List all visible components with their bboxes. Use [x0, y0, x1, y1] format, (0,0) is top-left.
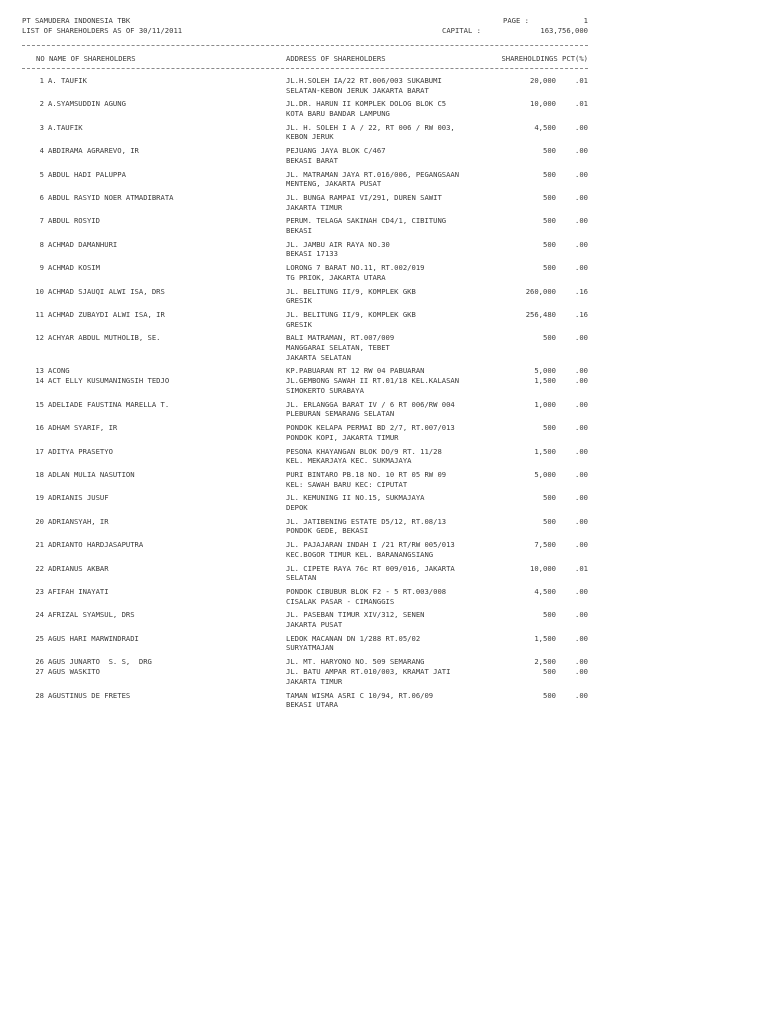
shareholding-percent: .00	[575, 239, 588, 249]
shareholder-number: 1	[39, 76, 44, 85]
shareholder-number: 17	[35, 446, 44, 456]
list-title: LIST OF SHAREHOLDERS AS OF 30/11/2011	[22, 25, 183, 35]
shareholder-number: 18	[35, 470, 44, 479]
shareholding-amount: 4,500	[534, 587, 556, 596]
shareholder-name: ADHAM SYARIF, IR	[48, 423, 118, 433]
address-line: JL. JATIBENING ESTATE D5/12, RT.08/13	[286, 516, 447, 526]
address-line: CISALAK PASAR - CIMANGGIS	[286, 596, 395, 606]
shareholder-name: ADELIADE FAUSTINA MARELLA T.	[48, 399, 170, 409]
address-line: JL. H. SOLEH I A / 22, RT 006 / RW 003,	[286, 122, 455, 132]
shareholding-amount: 500	[543, 263, 556, 273]
shareholder-name: ADITYA PRASETYO	[48, 446, 113, 456]
company-name: PT SAMUDERA INDONESIA TBK	[22, 16, 131, 25]
address-line: PONDOK CIBUBUR BLOK F2 - 5 RT.003/008	[286, 587, 447, 596]
address-line: JL. PAJAJARAN INDAH I /21 RT/RW 005/013	[286, 540, 455, 550]
shareholder-name: ADRIANTO HARDJASAPUTRA	[48, 540, 144, 550]
address-line: KOTA BARU BANDAR LAMPUNG	[286, 108, 390, 118]
address-line: JAKARTA TIMUR	[286, 202, 343, 212]
shareholding-percent: .00	[575, 540, 588, 550]
address-line: MANGGARAI SELATAN, TEBET	[286, 342, 390, 352]
address-line: JL. KEMUNING II NO.15, SUKMAJAYA	[286, 493, 425, 503]
address-line: JL. BATU AMPAR RT.010/003, KRAMAT JATI	[286, 667, 451, 677]
column-rule	[22, 68, 588, 69]
address-line: PURI BINTARO PB.18 NO. 10 RT 05 RW 09	[286, 470, 447, 479]
shareholding-percent: .00	[575, 516, 588, 526]
shareholder-number: 4	[39, 146, 44, 156]
shareholding-amount: 500	[543, 516, 556, 526]
shareholder-name: ABDUL RASYID NOER ATMADIBRATA	[48, 193, 174, 202]
shareholding-percent: .01	[575, 76, 588, 85]
address-line: JL. BELITUNG II/9, KOMPLEK GKB	[286, 310, 416, 319]
address-line: LEDOK MACANAN DN 1/288 RT.05/02	[286, 633, 421, 643]
address-line: TAMAN WISMA ASRI C 10/94, RT.06/09	[286, 690, 434, 700]
shareholder-name: ACT ELLY KUSUMANINGSIH TEDJO	[48, 376, 170, 386]
shareholding-amount: 4,500	[534, 122, 556, 132]
address-line: PONDOK KOPI, JAKARTA TIMUR	[286, 432, 399, 442]
capital-label: CAPITAL :	[442, 26, 481, 35]
shareholder-number: 20	[35, 516, 44, 526]
shareholding-percent: .00	[575, 193, 588, 202]
shareholding-percent: .00	[575, 470, 588, 479]
shareholding-amount: 5,000	[534, 470, 556, 479]
column-headers	[0, 54, 768, 64]
shareholding-percent: .00	[575, 333, 588, 343]
shareholder-name: AGUSTINUS DE FRETES	[48, 690, 131, 700]
shareholder-number: 28	[35, 690, 44, 700]
shareholder-name: ACHYAR ABDUL MUTHOLIB, SE.	[48, 333, 161, 343]
shareholding-percent: .00	[575, 446, 588, 456]
shareholding-percent: .00	[575, 610, 588, 620]
shareholder-number: 11	[35, 310, 44, 319]
shareholding-percent: .00	[575, 366, 588, 376]
shareholding-percent: .00	[575, 146, 588, 156]
address-line: JL. PASEBAN TIMUR XIV/312, SENEN	[286, 610, 425, 620]
address-line: JAKARTA PUSAT	[286, 619, 343, 629]
shareholder-number: 14	[35, 376, 44, 386]
shareholder-name: ACHMAD DAMANHURI	[48, 239, 118, 249]
address-line: SIMOKERTO SURABAYA	[286, 385, 364, 395]
address-line: PONDOK GEDE, BEKASI	[286, 526, 369, 536]
shareholding-amount: 10,000	[530, 99, 556, 109]
shareholding-percent: .00	[575, 633, 588, 643]
address-line: SURYATMAJAN	[286, 643, 334, 653]
report-header-left	[22, 16, 182, 35]
shareholding-amount: 10,000	[530, 563, 556, 573]
address-line: JL. ERLANGGA BARAT IV / 6 RT 006/RW 004	[286, 399, 455, 409]
shareholder-number: 2	[39, 99, 44, 109]
shareholder-number: 27	[35, 667, 44, 677]
shareholder-number: 21	[35, 540, 44, 550]
address-line: JL.H.SOLEH IA/22 RT.006/003 SUKABUMI	[286, 76, 442, 85]
shareholding-amount: 500	[543, 239, 556, 249]
shareholding-amount: 1,500	[534, 376, 556, 386]
shareholder-name: ACONG	[48, 366, 70, 376]
column-holdings-pct: SHAREHOLDINGS PCT(%)	[501, 54, 588, 63]
shareholder-name: AFRIZAL SYAMSUL, DRS	[48, 610, 135, 620]
shareholding-percent: .00	[575, 690, 588, 700]
shareholding-percent: .00	[575, 122, 588, 132]
shareholder-number: 22	[35, 563, 44, 573]
shareholding-amount: 1,000	[534, 399, 556, 409]
shareholder-name: ABDIRAMA AGRAREVO, IR	[48, 146, 139, 156]
shareholding-amount: 2,500	[534, 657, 556, 667]
shareholding-amount: 500	[543, 193, 556, 202]
shareholding-amount: 5,000	[534, 366, 556, 376]
shareholder-name: ACHMAD KOSIM	[48, 263, 100, 273]
address-line: JL.DR. HARUN II KOMPLEK DOLOG BLOK C5	[286, 99, 447, 109]
address-line: PONDOK KELAPA PERMAI BD 2/7, RT.007/013	[286, 423, 455, 433]
address-line: PEJUANG JAYA BLOK C/467	[286, 146, 386, 156]
address-line: JL. MATRAMAN JAYA RT.016/006, PEGANGSAAN	[286, 169, 460, 179]
address-line: JAKARTA TIMUR	[286, 676, 343, 686]
address-line: KEL: SAWAH BARU KEC: CIPUTAT	[286, 479, 408, 489]
shareholder-name: ADRIANIS JUSUF	[48, 493, 109, 503]
shareholding-amount: 500	[543, 690, 556, 700]
shareholding-percent: .16	[575, 310, 588, 319]
shareholding-amount: 500	[543, 146, 556, 156]
shareholding-percent: .00	[575, 169, 588, 179]
shareholding-amount: 20,000	[530, 76, 556, 85]
shareholder-name: A.SYAMSUDDIN AGUNG	[48, 99, 126, 109]
shareholding-amount: 1,500	[534, 633, 556, 643]
shareholding-amount: 500	[543, 169, 556, 179]
shareholding-percent: .00	[575, 399, 588, 409]
address-line: GRESIK	[286, 296, 312, 306]
shareholding-amount: 500	[543, 423, 556, 433]
shareholder-name: AGUS WASKITO	[48, 667, 100, 677]
shareholding-percent: .00	[575, 657, 588, 667]
address-line: BALI MATRAMAN, RT.007/009	[286, 333, 395, 343]
shareholding-percent: .00	[575, 376, 588, 386]
shareholding-amount: 500	[543, 216, 556, 226]
shareholder-number: 16	[35, 423, 44, 433]
address-line: TG PRIOK, JAKARTA UTARA	[286, 272, 386, 282]
shareholder-number: 24	[35, 610, 44, 620]
shareholding-percent: .00	[575, 587, 588, 596]
address-line: BEKASI	[286, 225, 312, 235]
address-line: JL. MT. HARYONO NO. 509 SEMARANG	[286, 657, 425, 667]
shareholding-amount: 256,480	[525, 310, 556, 319]
shareholder-number: 3	[39, 122, 44, 132]
address-line: SELATAN	[286, 573, 317, 583]
shareholder-number: 6	[39, 193, 44, 202]
shareholder-number: 15	[35, 399, 44, 409]
shareholder-number: 19	[35, 493, 44, 503]
shareholder-number: 23	[35, 587, 44, 596]
address-line: JAKARTA SELATAN	[286, 352, 351, 362]
shareholder-name: ABDUL ROSYID	[48, 216, 100, 226]
shareholder-name: A. TAUFIK	[48, 76, 87, 85]
shareholder-number: 25	[35, 633, 44, 643]
shareholder-number: 8	[39, 239, 44, 249]
address-line: GRESIK	[286, 319, 312, 329]
address-line: BEKASI UTARA	[286, 700, 338, 710]
shareholding-amount: 500	[543, 493, 556, 503]
shareholding-amount: 500	[543, 333, 556, 343]
shareholder-number: 5	[39, 169, 44, 179]
shareholder-number: 7	[39, 216, 44, 226]
address-line: JL. JAMBU AIR RAYA NO.30	[286, 239, 390, 249]
shareholder-number: 9	[39, 263, 44, 273]
address-line: JL. BUNGA RAMPAI VI/291, DUREN SAWIT	[286, 193, 442, 202]
shareholder-name: ACHMAD ZUBAYDI ALWI ISA, IR	[48, 310, 165, 319]
header-rule	[22, 45, 588, 46]
shareholder-name: ABDUL HADI PALUPPA	[48, 169, 126, 179]
shareholding-percent: .00	[575, 493, 588, 503]
address-line: BEKASI BARAT	[286, 155, 338, 165]
address-line: SELATAN-KEBON JERUK JAKARTA BARAT	[286, 85, 429, 95]
address-line: PERUM. TELAGA SAKINAH CD4/1, CIBITUNG	[286, 216, 447, 226]
shareholder-number: 13	[35, 366, 44, 376]
shareholder-name: ADRIANUS AKBAR	[48, 563, 109, 573]
address-line: JL. BELITUNG II/9, KOMPLEK GKB	[286, 286, 416, 296]
shareholder-number: 10	[35, 286, 44, 296]
shareholder-name: ADLAN MULIA NASUTION	[48, 470, 135, 479]
address-line: PESONA KHAYANGAN BLOK DO/9 RT. 11/28	[286, 446, 442, 456]
address-line: MENTENG, JAKARTA PUSAT	[286, 179, 382, 189]
shareholding-percent: .16	[575, 286, 588, 296]
shareholding-percent: .00	[575, 263, 588, 273]
shareholding-percent: .00	[575, 423, 588, 433]
column-no-name: NO NAME OF SHAREHOLDERS	[36, 54, 136, 63]
page-number: 1	[583, 16, 588, 25]
shareholding-percent: .01	[575, 563, 588, 573]
address-line: JL.GEMBONG SAWAH II RT.01/18 KEL.KALASAN	[286, 376, 460, 386]
shareholding-amount: 1,500	[534, 446, 556, 456]
address-line: KEC.BOGOR TIMUR KEL. BARANANGSIANG	[286, 549, 434, 559]
address-line: LORONG 7 BARAT NO.11, RT.002/019	[286, 263, 425, 273]
shareholding-amount: 260,000	[525, 286, 556, 296]
shareholder-name: AGUS JUNARTO S. S, DRG	[48, 657, 152, 667]
capital-value: 163,756,000	[540, 26, 588, 35]
shareholder-name: AFIFAH INAYATI	[48, 587, 109, 596]
shareholder-name: A.TAUFIK	[48, 122, 83, 132]
address-line: KP.PABUARAN RT 12 RW 04 PABUARAN	[286, 366, 425, 376]
address-line: KEBON JERUK	[286, 132, 334, 142]
shareholding-percent: .00	[575, 216, 588, 226]
shareholder-name: ACHMAD SJAUQI ALWI ISA, DRS	[48, 286, 165, 296]
shareholder-name: ADRIANSYAH, IR	[48, 516, 109, 526]
address-line: KEL. MEKARJAYA KEC. SUKMAJAYA	[286, 456, 412, 466]
column-address: ADDRESS OF SHAREHOLDERS	[286, 54, 386, 63]
address-line: DEPOK	[286, 502, 308, 512]
shareholding-amount: 7,500	[534, 540, 556, 550]
address-line: BEKASI 17133	[286, 249, 338, 259]
shareholder-number: 12	[35, 333, 44, 343]
address-line: PLEBURAN SEMARANG SELATAN	[286, 409, 395, 419]
shareholder-name: AGUS HARI MARWINDRADI	[48, 633, 139, 643]
shareholding-amount: 500	[543, 610, 556, 620]
page-label: PAGE :	[503, 16, 529, 25]
address-line: JL. CIPETE RAYA 76c RT 009/016, JAKARTA	[286, 563, 455, 573]
shareholding-percent: .01	[575, 99, 588, 109]
shareholding-percent: .00	[575, 667, 588, 677]
shareholding-amount: 500	[543, 667, 556, 677]
shareholder-number: 26	[35, 657, 44, 667]
